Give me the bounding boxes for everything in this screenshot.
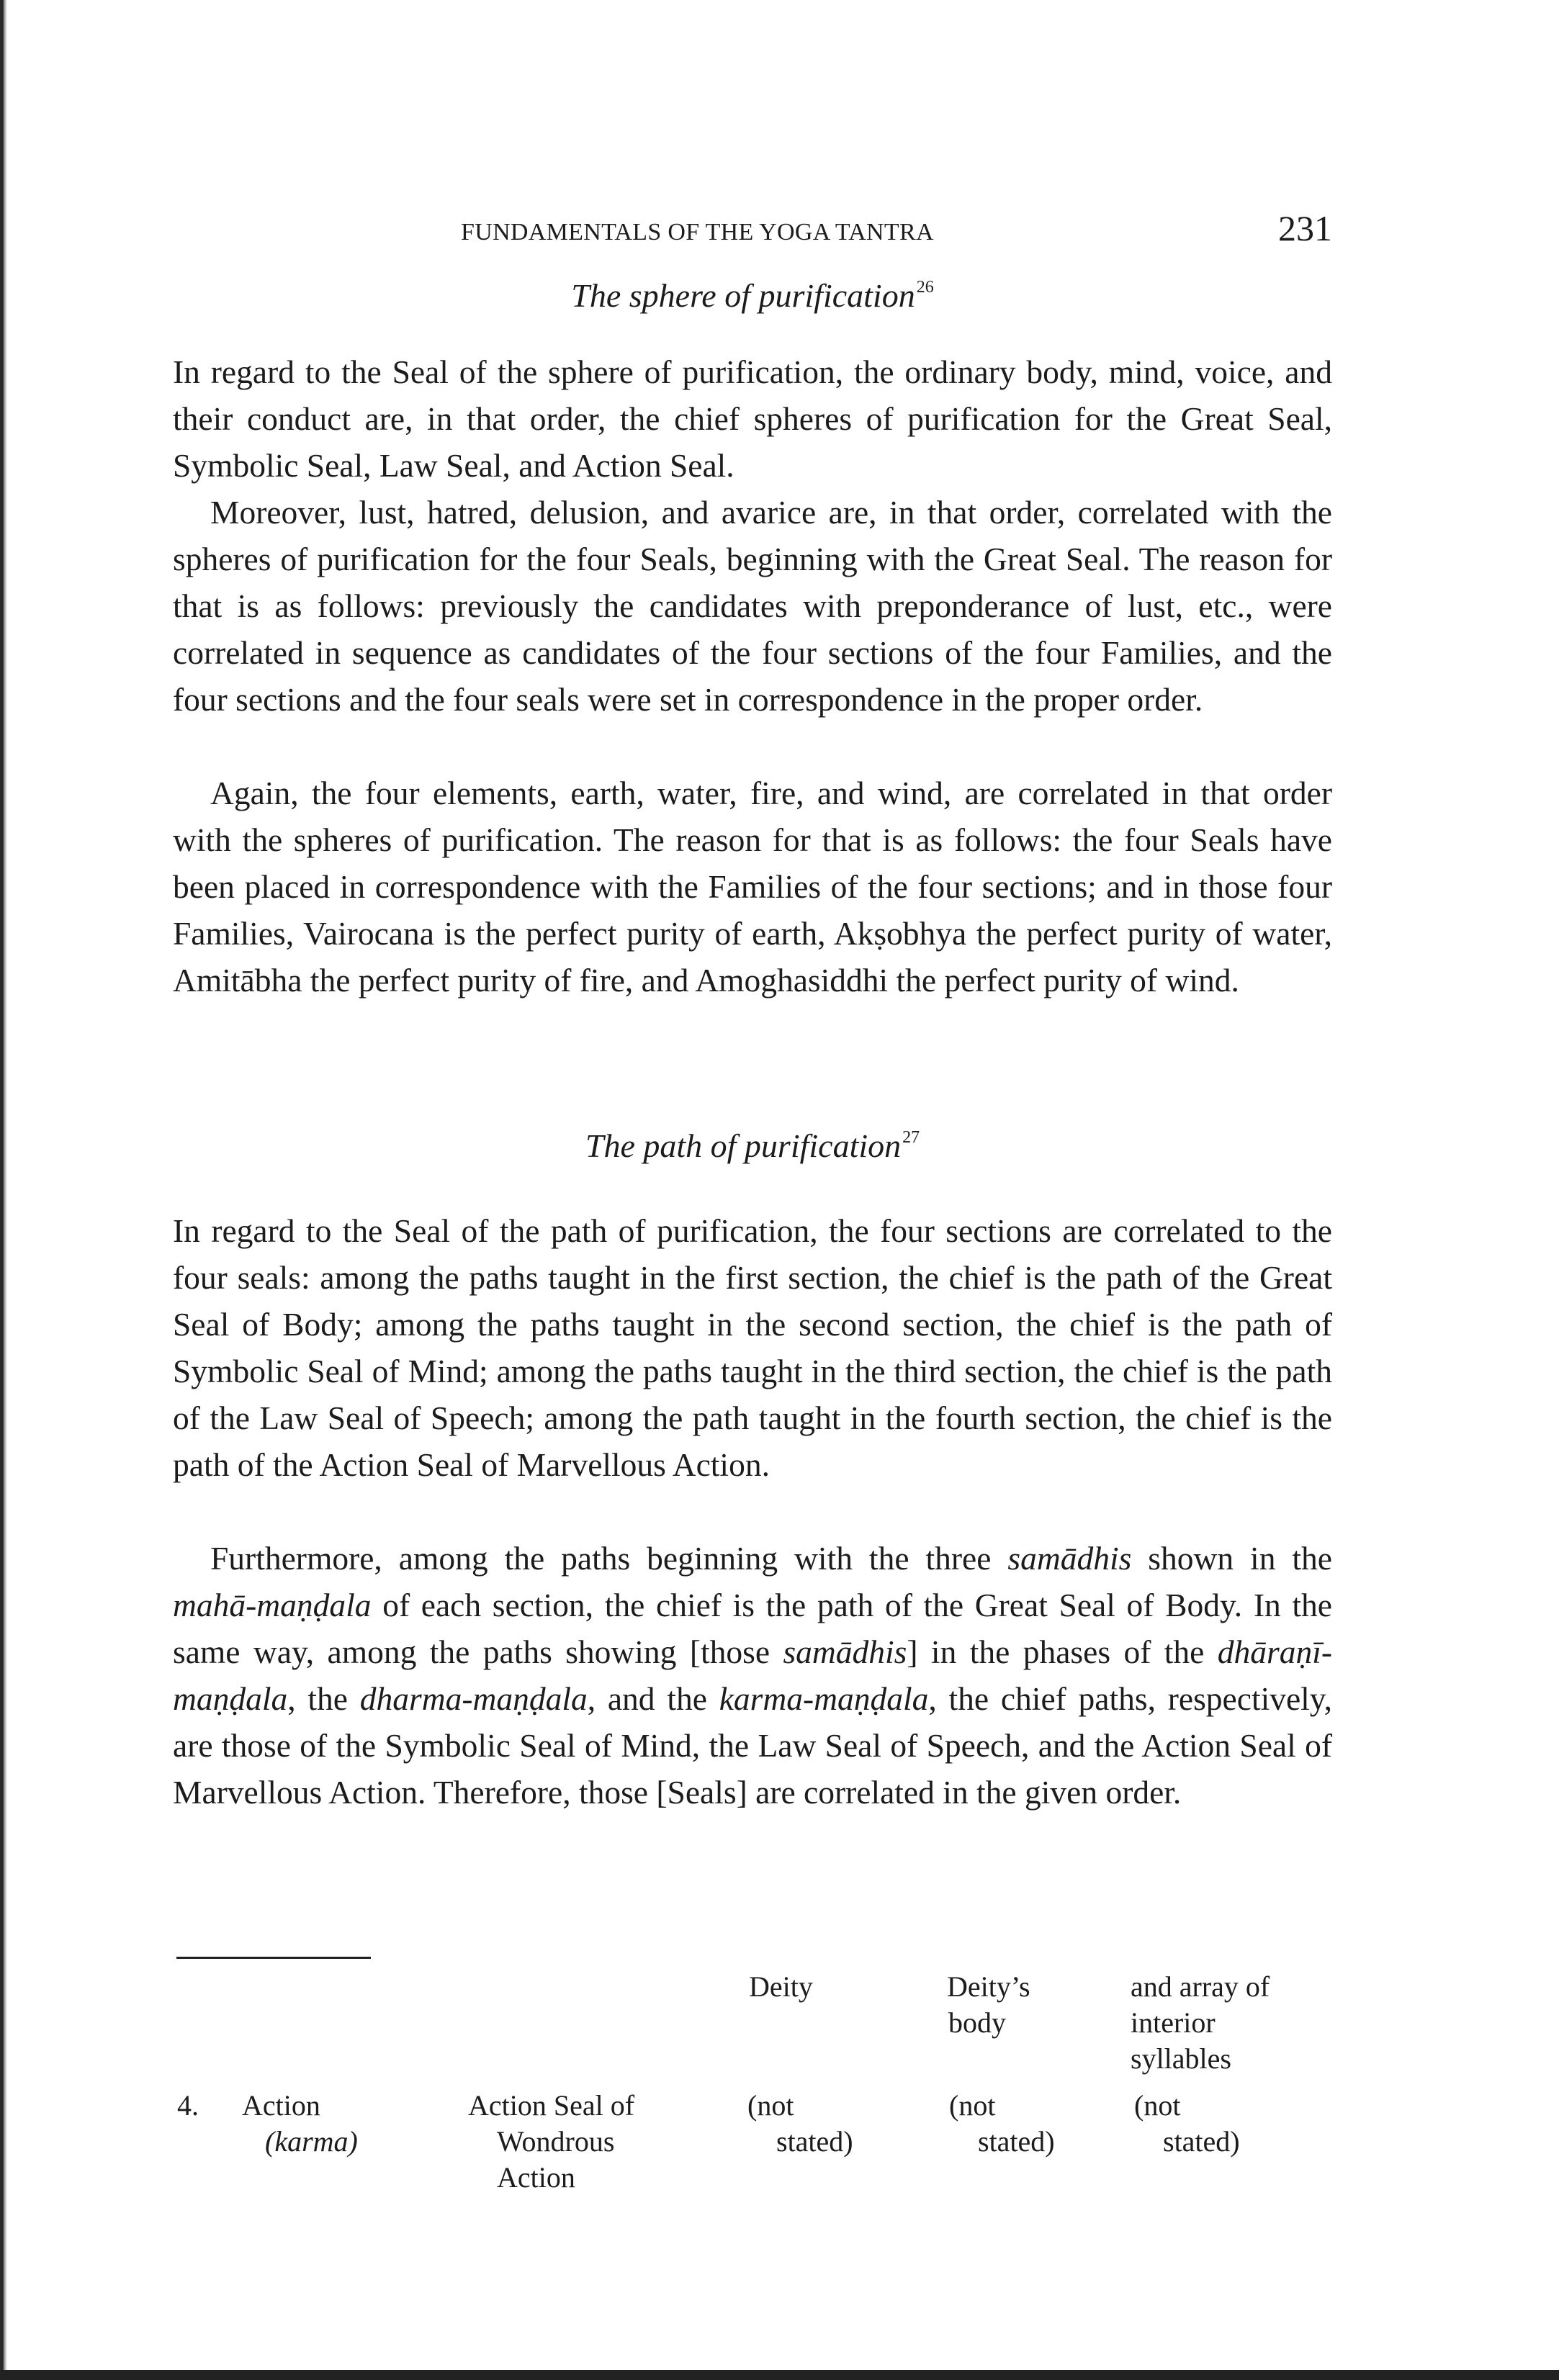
sanskrit-term: dhāraṇī-maṇḍala xyxy=(173,1633,1332,1717)
row-number: 4. xyxy=(177,2089,199,2122)
running-title: FUNDAMENTALS OF THE YOGA TANTRA xyxy=(461,219,934,245)
column-header-array: and array of interior syllables xyxy=(1131,1970,1270,2075)
footnote-rule xyxy=(176,1957,371,1959)
sanskrit-term: karma-maṇḍala xyxy=(719,1680,929,1717)
section-heading-sphere xyxy=(173,276,1332,315)
paragraph: In regard to the Seal of the path of purification, the four sections are correlated to the four seals: among the paths taught in the first section, the chief is the path of the Great Seal of Body; among the paths taught in the second section, the chief is the path of Symbolic Seal of Mind; among the paths taught in the third section, the chief is the path of the Law Seal of Speech; among the path taught in the fourth section, the chief is the path of the Action Seal of Marvellous Action. xyxy=(173,1212,1332,1483)
paragraph: In regard to the Seal of the sphere of purification, the ordinary body, mind, voice, and their conduct are, in that order, the chief spheres of purification for the Great Seal, Symbolic Seal, Law Seal, and Action Seal. xyxy=(173,353,1332,484)
paragraph: Furthermore, among the paths beginning with the three samādhis shown in the mahā-maṇḍala of each section, the chief is the path of the Great Seal of Body. In the same way, among the paths showing [those samādhis] in the phases of the dhāraṇī-maṇḍala, the dharma-maṇḍala, and the karma-maṇḍala, the chief paths, respectively, are those of the Symbolic Seal of Mind, the Law Seal of Speech, and the Action Seal of Marvellous Action. Therefore, those [Seals] are correlated in the given order. xyxy=(173,1540,1332,1811)
column-header-deity-body: Deity’s body xyxy=(947,1970,1030,2039)
page-header xyxy=(173,207,1332,251)
sanskrit-term: samādhis xyxy=(783,1633,907,1670)
row-array: (not stated) xyxy=(1134,2089,1240,2158)
section-heading-text: The sphere of purification xyxy=(571,277,915,314)
section-heading-text: The path of purification xyxy=(585,1127,902,1164)
sanskrit-term: dharma-maṇḍala xyxy=(359,1680,588,1717)
page-left-edge-shadow xyxy=(0,0,7,2380)
column-header-deity: Deity xyxy=(749,1970,813,2003)
row-deity-body: (not stated) xyxy=(949,2089,1055,2158)
page-number: 231 xyxy=(1278,208,1332,248)
paragraph: Again, the four elements, earth, water, fire, and wind, are correlated in that order with the spheres of purification. The reason for that is as follows: the four Seals have been placed in correspondence with the Families of the four sections; and in those four Families, Vairocana is the perfect purity of earth, Akṣobhya the perfect purity of water, Amitābha the perfect purity of fire, and Amoghasiddhi the perfect purity of wind. xyxy=(173,775,1332,999)
row-deity: (not stated) xyxy=(747,2089,853,2158)
sanskrit-term: mahā-maṇḍala xyxy=(173,1587,372,1623)
paragraph: Moreover, lust, hatred, delusion, and avarice are, in that order, correlated with the spheres of purification for the four Seals, beginning with the Great Seal. The reason for that is as follows: previously the candidates with preponderance of lust, etc., were correlated in sequence as candidates of the four sections of the four Families, and the four sections and the four seals were set in correspondence in the proper order. xyxy=(173,494,1332,718)
note-ref: 26 xyxy=(916,278,934,297)
section-heading-path xyxy=(173,1127,1332,1165)
row-seal: Action Seal of Wondrous Action xyxy=(468,2089,635,2194)
page-bottom-edge xyxy=(0,2370,1559,2380)
row-action: Action (karma) xyxy=(242,2089,358,2158)
note-ref: 27 xyxy=(902,1128,920,1147)
footnote-table xyxy=(173,1969,1354,2199)
sanskrit-term: samādhis xyxy=(1007,1540,1132,1577)
